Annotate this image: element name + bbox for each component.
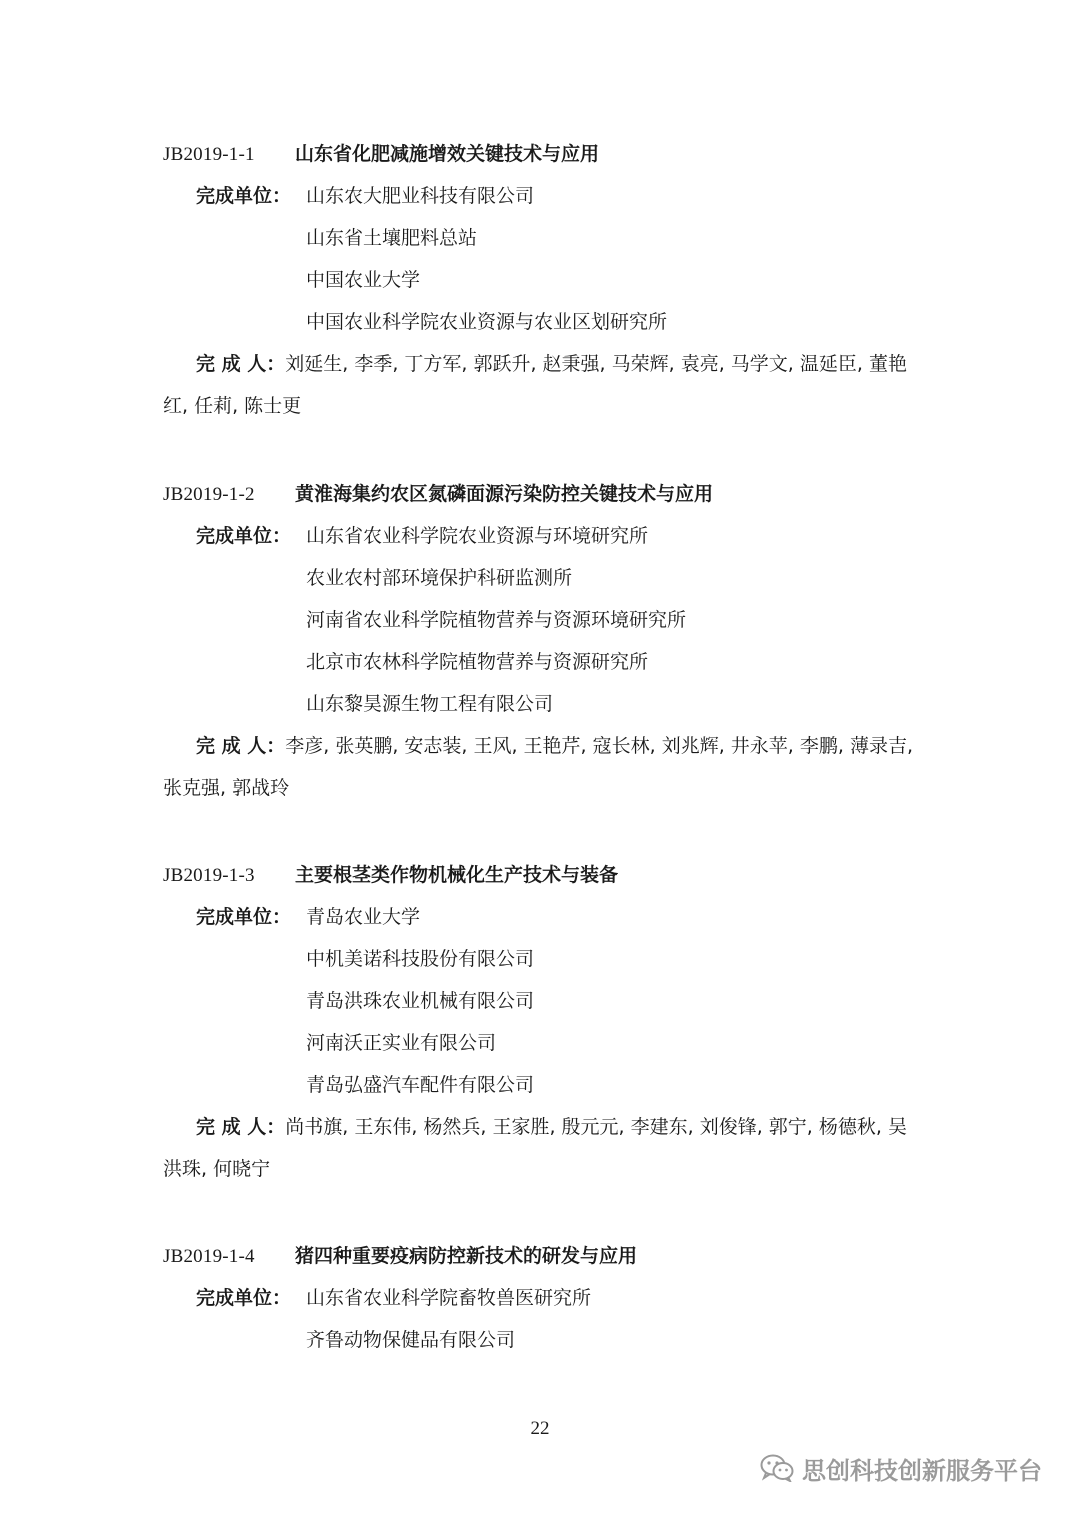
people-paragraph bbox=[163, 725, 915, 809]
people-paragraph bbox=[163, 343, 915, 427]
award-entry-3 bbox=[163, 854, 923, 1190]
unit-name: 中国农业科学院农业资源与农业区划研究所 bbox=[306, 311, 668, 333]
unit-name: 山东省农业科学院畜牧兽医研究所 bbox=[306, 1287, 592, 1309]
people-paragraph bbox=[163, 1106, 915, 1190]
unit-row bbox=[163, 259, 923, 301]
entry-header bbox=[163, 854, 923, 896]
watermark bbox=[760, 1448, 1042, 1488]
people-label: 完 成 人： bbox=[196, 735, 286, 757]
people-list: 尚书旗, 王东伟, 杨然兵, 王家胜, 殷元元, 李建东, 刘俊锋, 郭宁, 杨德秋, 吴洪珠, 何晓宁 bbox=[163, 1116, 907, 1180]
unit-row bbox=[163, 1022, 923, 1064]
unit-row bbox=[163, 301, 923, 343]
unit-row bbox=[163, 1277, 923, 1319]
wechat-icon bbox=[760, 1454, 794, 1482]
unit-row bbox=[163, 938, 923, 980]
unit-name: 农业农村部环境保护科研监测所 bbox=[306, 567, 573, 589]
entry-code: JB2019-1-3 bbox=[163, 865, 255, 886]
units-label: 完成单位： bbox=[196, 185, 292, 207]
award-entry-2 bbox=[163, 473, 923, 809]
people-label: 完 成 人： bbox=[196, 1116, 286, 1138]
award-entry-4 bbox=[163, 1235, 923, 1361]
entry-code: JB2019-1-1 bbox=[163, 144, 255, 165]
unit-name: 山东农大肥业科技有限公司 bbox=[306, 185, 535, 207]
units-label: 完成单位： bbox=[196, 906, 292, 928]
unit-name: 青岛弘盛汽车配件有限公司 bbox=[306, 1074, 535, 1096]
unit-name: 北京市农林科学院植物营养与资源研究所 bbox=[306, 651, 649, 673]
watermark-text: 思创科技创新服务平台 bbox=[802, 1456, 1042, 1485]
unit-name: 山东黎昊源生物工程有限公司 bbox=[306, 693, 554, 715]
unit-name: 山东省农业科学院农业资源与环境研究所 bbox=[306, 525, 649, 547]
unit-name: 青岛洪珠农业机械有限公司 bbox=[306, 990, 535, 1012]
people-label: 完 成 人： bbox=[196, 353, 286, 375]
entry-code: JB2019-1-4 bbox=[163, 1246, 255, 1267]
unit-name: 中国农业大学 bbox=[306, 269, 421, 291]
unit-name: 齐鲁动物保健品有限公司 bbox=[306, 1329, 516, 1351]
unit-row bbox=[163, 980, 923, 1022]
entry-title: 猪四种重要疫病防控新技术的研发与应用 bbox=[295, 1245, 638, 1267]
units-label: 完成单位： bbox=[196, 525, 292, 547]
units-label: 完成单位： bbox=[196, 1287, 292, 1309]
unit-row bbox=[163, 896, 923, 938]
unit-name: 青岛农业大学 bbox=[306, 906, 421, 928]
unit-row bbox=[163, 515, 923, 557]
page-number: 22 bbox=[530, 1418, 550, 1439]
entry-title: 主要根茎类作物机械化生产技术与装备 bbox=[295, 864, 619, 886]
people-list: 李彦, 张英鹏, 安志装, 王风, 王艳芹, 寇长林, 刘兆辉, 井永苹, 李鹏, 薄录吉, 张克强, 郭战玲 bbox=[163, 735, 913, 799]
unit-row bbox=[163, 217, 923, 259]
unit-row bbox=[163, 641, 923, 683]
people-list: 刘延生, 李季, 丁方军, 郭跃升, 赵秉强, 马荣辉, 袁亮, 马学文, 温延臣, 董艳红, 任莉, 陈士更 bbox=[163, 353, 907, 417]
unit-row bbox=[163, 175, 923, 217]
entry-header bbox=[163, 473, 923, 515]
unit-row bbox=[163, 683, 923, 725]
unit-row bbox=[163, 557, 923, 599]
award-entry-1 bbox=[163, 133, 923, 427]
entry-title: 山东省化肥减施增效关键技术与应用 bbox=[295, 143, 600, 165]
unit-row bbox=[163, 1319, 923, 1361]
entry-code: JB2019-1-2 bbox=[163, 484, 255, 505]
unit-name: 河南沃正实业有限公司 bbox=[306, 1032, 497, 1054]
entry-header bbox=[163, 133, 923, 175]
entry-title: 黄淮海集约农区氮磷面源污染防控关键技术与应用 bbox=[295, 483, 714, 505]
unit-row bbox=[163, 1064, 923, 1106]
unit-row bbox=[163, 599, 923, 641]
unit-name: 中机美诺科技股份有限公司 bbox=[306, 948, 535, 970]
unit-name: 河南省农业科学院植物营养与资源环境研究所 bbox=[306, 609, 687, 631]
unit-name: 山东省土壤肥料总站 bbox=[306, 227, 478, 249]
entry-header bbox=[163, 1235, 923, 1277]
